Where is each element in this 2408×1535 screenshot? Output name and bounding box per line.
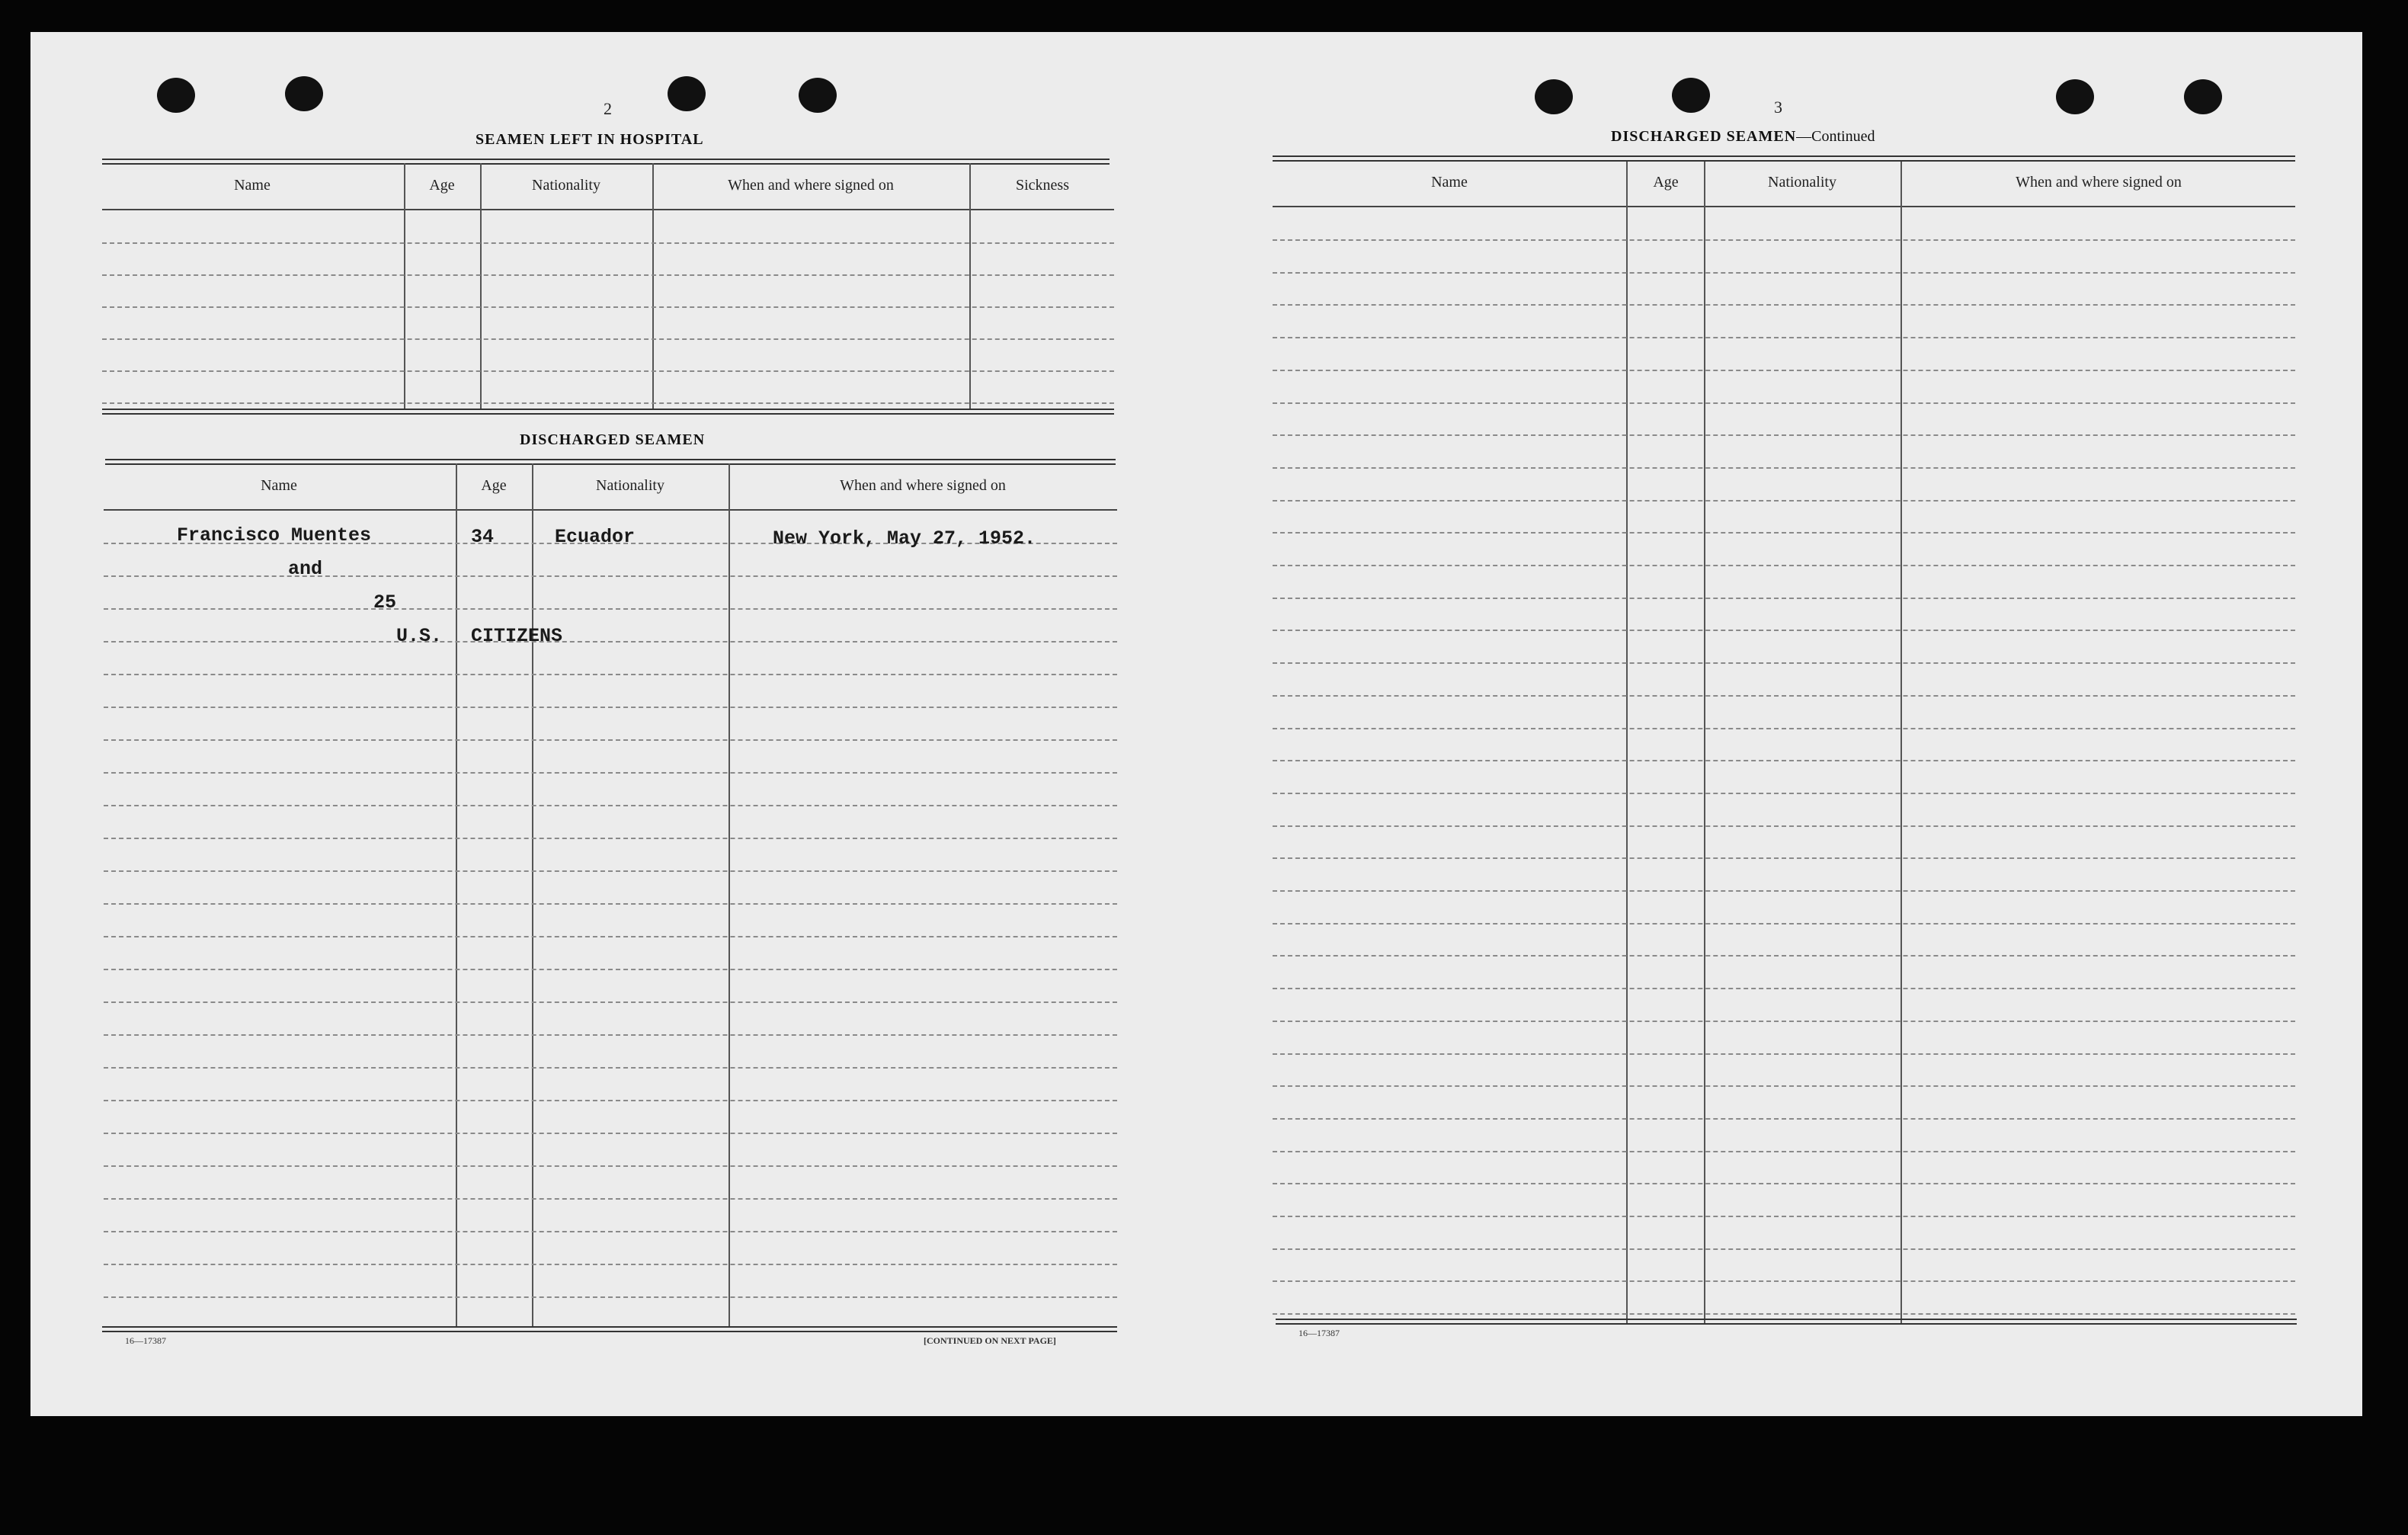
col-header-name: Name <box>261 477 297 494</box>
ruled-line <box>104 1296 1117 1298</box>
ruled-line <box>104 1198 1117 1200</box>
ruled-line <box>1273 825 2295 827</box>
ruled-line <box>1273 598 2295 599</box>
ruled-line <box>1273 923 2295 925</box>
hospital-header-rule <box>102 209 1114 210</box>
ruled-line <box>104 903 1117 905</box>
col-header-nationality: Nationality <box>532 177 600 194</box>
ruled-line <box>1273 272 2295 274</box>
ruled-line <box>1273 565 2295 566</box>
punch-hole <box>2056 79 2094 114</box>
title-suffix: —Continued <box>1796 128 1875 145</box>
ruled-line <box>104 1231 1117 1232</box>
ruled-line <box>104 707 1117 708</box>
ruled-line <box>104 1264 1117 1265</box>
ruled-line <box>104 772 1117 774</box>
ruled-line <box>104 936 1117 937</box>
ruled-line <box>104 1067 1117 1069</box>
ruled-line <box>1273 370 2295 371</box>
column-divider <box>969 163 971 410</box>
punch-hole <box>2184 79 2222 114</box>
ruled-line <box>104 838 1117 839</box>
col-header-name: Name <box>234 177 271 194</box>
col-header-sickness: Sickness <box>1016 177 1069 194</box>
ruled-line <box>104 641 1117 643</box>
ruled-line <box>1273 630 2295 631</box>
ruled-line <box>1273 304 2295 306</box>
seaman-name: Francisco Muentes <box>177 524 372 546</box>
punch-hole <box>1535 79 1573 114</box>
column-divider <box>404 163 405 410</box>
col-header-signed-on: When and where signed on <box>840 477 1006 494</box>
ruled-line <box>1273 1280 2295 1282</box>
punch-hole <box>157 78 195 113</box>
ruled-line <box>1273 1085 2295 1087</box>
ruled-line <box>104 870 1117 872</box>
discharged-continued-title <box>1611 128 1875 146</box>
column-divider <box>480 163 482 410</box>
ruled-line <box>102 306 1114 308</box>
ruled-line <box>1273 1118 2295 1120</box>
punch-hole <box>799 78 837 113</box>
ruled-line <box>1273 337 2295 338</box>
seaman-age: 34 <box>471 526 495 548</box>
column-divider <box>1626 162 1628 1323</box>
ruled-line <box>104 608 1117 610</box>
page-number: 2 <box>604 99 612 118</box>
ruled-line <box>1273 988 2295 989</box>
punch-hole <box>1672 78 1710 113</box>
ruled-line <box>1273 1151 2295 1152</box>
ruled-line <box>104 1133 1117 1134</box>
right-header-rule <box>1273 206 2295 207</box>
note-and: and <box>288 558 323 580</box>
note-us: U.S. <box>396 625 443 647</box>
hospital-top-rule <box>102 159 1110 165</box>
discharged-top-rule <box>105 459 1116 465</box>
discharged-bottom-rule <box>102 1326 1117 1332</box>
column-divider <box>1704 162 1705 1323</box>
ruled-line <box>1273 239 2295 241</box>
seaman-nationality: Ecuador <box>555 526 636 548</box>
ruled-line <box>1273 500 2295 502</box>
ruled-line <box>1273 467 2295 469</box>
col-header-nationality: Nationality <box>1768 174 1836 191</box>
continued-note: [CONTINUED ON NEXT PAGE] <box>924 1335 1056 1346</box>
ruled-line <box>102 274 1114 276</box>
page-number: 3 <box>1774 98 1782 117</box>
ruled-line <box>104 1165 1117 1167</box>
column-divider <box>652 163 654 410</box>
ruled-line <box>102 402 1114 404</box>
ruled-line <box>104 1001 1117 1003</box>
ruled-line <box>1273 1021 2295 1022</box>
seaman-signed-on: New York, May 27, 1952. <box>773 527 1036 550</box>
ruled-line <box>1273 434 2295 436</box>
ruled-line <box>102 242 1114 244</box>
ruled-line <box>1273 857 2295 859</box>
ruled-line <box>1273 955 2295 957</box>
title-main: DISCHARGED SEAMEN <box>1611 128 1797 145</box>
punch-hole <box>668 76 706 111</box>
col-header-age: Age <box>1653 174 1679 191</box>
ruled-line <box>102 338 1114 340</box>
ruled-line <box>1273 662 2295 664</box>
right-bottom-rule <box>1276 1319 2297 1325</box>
ruled-line <box>104 575 1117 577</box>
form-number: 16—17387 <box>125 1335 166 1346</box>
note-citizens: CITIZENS <box>471 625 563 647</box>
ruled-line <box>1273 1053 2295 1055</box>
column-divider <box>1900 162 1902 1323</box>
ruled-line <box>1273 1216 2295 1217</box>
punch-hole <box>285 76 323 111</box>
ruled-line <box>1273 532 2295 534</box>
note-count: 25 <box>373 591 397 614</box>
ruled-line <box>104 739 1117 741</box>
ruled-line <box>1273 760 2295 761</box>
col-header-age: Age <box>429 177 455 194</box>
ruled-line <box>1273 695 2295 697</box>
col-header-name: Name <box>1431 174 1468 191</box>
ruled-line <box>104 1100 1117 1101</box>
ruled-line <box>1273 1313 2295 1315</box>
hospital-bottom-rule <box>102 409 1114 415</box>
ruled-line <box>104 969 1117 970</box>
col-header-signed-on: When and where signed on <box>728 177 894 194</box>
hospital-section-title: SEAMEN LEFT IN HOSPITAL <box>476 131 704 148</box>
discharged-header-rule <box>104 509 1117 511</box>
ruled-line <box>104 1034 1117 1036</box>
ruled-line <box>1273 402 2295 404</box>
ruled-line <box>104 674 1117 675</box>
ruled-line <box>1273 793 2295 794</box>
col-header-signed-on: When and where signed on <box>2016 174 2182 191</box>
ruled-line <box>1273 728 2295 729</box>
ruled-line <box>1273 1183 2295 1184</box>
form-number: 16—17387 <box>1298 1328 1340 1338</box>
ruled-line <box>102 370 1114 372</box>
ruled-line <box>1273 890 2295 892</box>
col-header-age: Age <box>481 477 507 494</box>
col-header-nationality: Nationality <box>596 477 664 494</box>
discharged-section-title: DISCHARGED SEAMEN <box>520 431 706 448</box>
ruled-line <box>104 805 1117 806</box>
right-top-rule <box>1273 155 2295 162</box>
ruled-line <box>1273 1248 2295 1250</box>
